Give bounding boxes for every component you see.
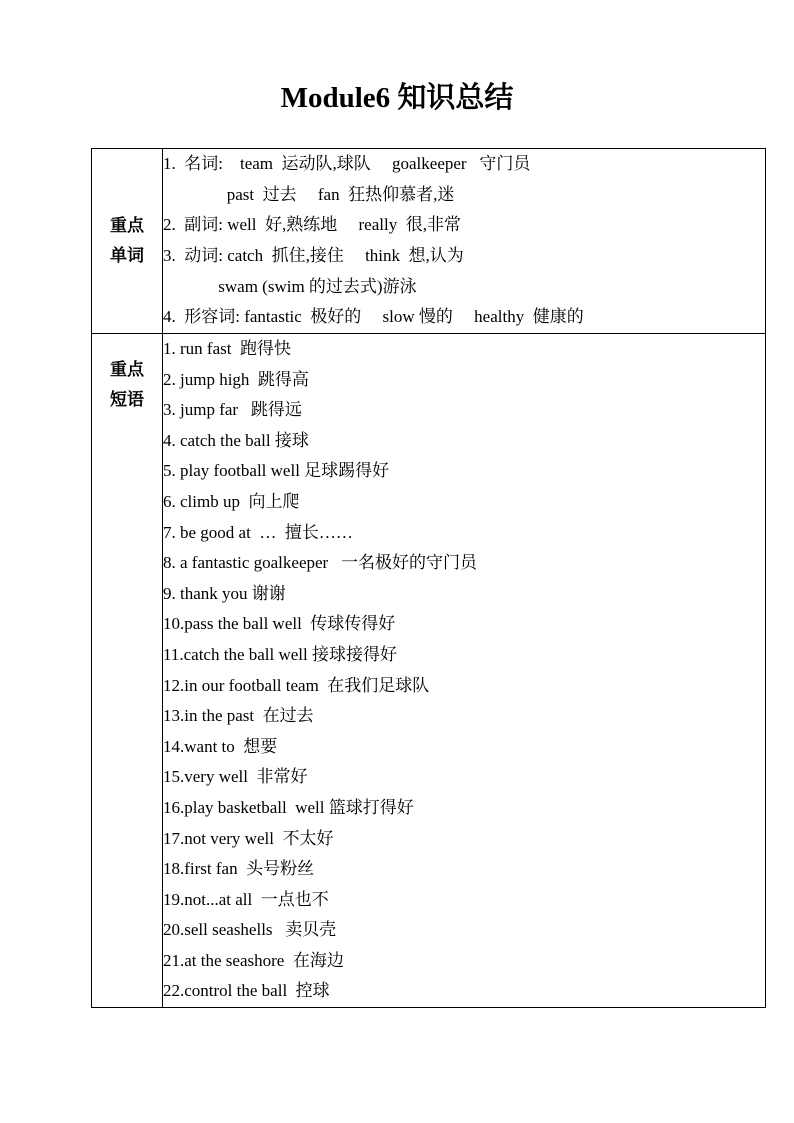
phrase-item: 8. a fantastic goalkeeper 一名极好的守门员 — [163, 553, 477, 573]
phrase-item: 18.first fan 头号粉丝 — [163, 859, 315, 879]
phrase-item: 9. thank you 谢谢 — [163, 583, 286, 603]
phrase-item: 21.at the seashore 在海边 — [163, 950, 344, 970]
phrase-item: 4. catch the ball 接球 — [163, 430, 309, 450]
words-content-cell — [163, 149, 766, 334]
words-label-cell — [92, 149, 163, 334]
phrases-label-line2: 短语 — [110, 390, 144, 410]
phrase-item: 13.in the past 在过去 — [163, 706, 314, 726]
words-label-line2: 单词 — [110, 246, 144, 266]
phrases-label-cell — [92, 334, 163, 1008]
phrase-item: 11.catch the ball well 接球接得好 — [163, 644, 398, 664]
words-line: swam (swim 的过去式)游泳 — [163, 276, 417, 296]
phrase-item: 3. jump far 跳得远 — [163, 400, 302, 420]
words-line: 1. 名词: team 运动队,球队 goalkeeper 守门员 — [163, 154, 531, 174]
phrase-item: 12.in our football team 在我们足球队 — [163, 675, 430, 695]
words-line: 2. 副词: well 好,熟练地 really 很,非常 — [163, 215, 461, 235]
words-row — [92, 149, 766, 334]
words-line: 4. 形容词: fantastic 极好的 slow 慢的 healthy 健康的 — [163, 307, 584, 327]
phrase-item: 5. play football well 足球踢得好 — [163, 461, 390, 481]
phrase-item: 17.not very well 不太好 — [163, 828, 334, 848]
words-label-line1: 重点 — [110, 216, 144, 236]
page-title: Module6 知识总结 — [280, 82, 514, 114]
words-line: past 过去 fan 狂热仰慕者,迷 — [163, 184, 455, 204]
phrase-item: 10.pass the ball well 传球传得好 — [163, 614, 396, 634]
phrases-label-line1: 重点 — [110, 360, 144, 380]
phrases-row — [92, 334, 766, 1008]
phrases-content-cell — [163, 334, 766, 1008]
phrase-item: 19.not...at all 一点也不 — [163, 889, 329, 909]
phrase-item: 20.sell seashells 卖贝壳 — [163, 920, 337, 940]
phrase-item: 6. climb up 向上爬 — [163, 491, 300, 511]
phrase-item: 16.play basketball well 篮球打得好 — [163, 797, 414, 817]
phrase-item: 2. jump high 跳得高 — [163, 369, 309, 389]
summary-table — [91, 148, 766, 1008]
phrase-item: 7. be good at … 擅长…… — [163, 522, 353, 542]
words-line: 3. 动词: catch 抓住,接住 think 想,认为 — [163, 246, 464, 265]
phrase-item: 15.very well 非常好 — [163, 767, 308, 787]
phrase-item: 22.control the ball 控球 — [163, 981, 330, 1001]
phrase-item: 14.want to 想要 — [163, 736, 278, 756]
phrase-item: 1. run fast 跑得快 — [163, 339, 291, 358]
